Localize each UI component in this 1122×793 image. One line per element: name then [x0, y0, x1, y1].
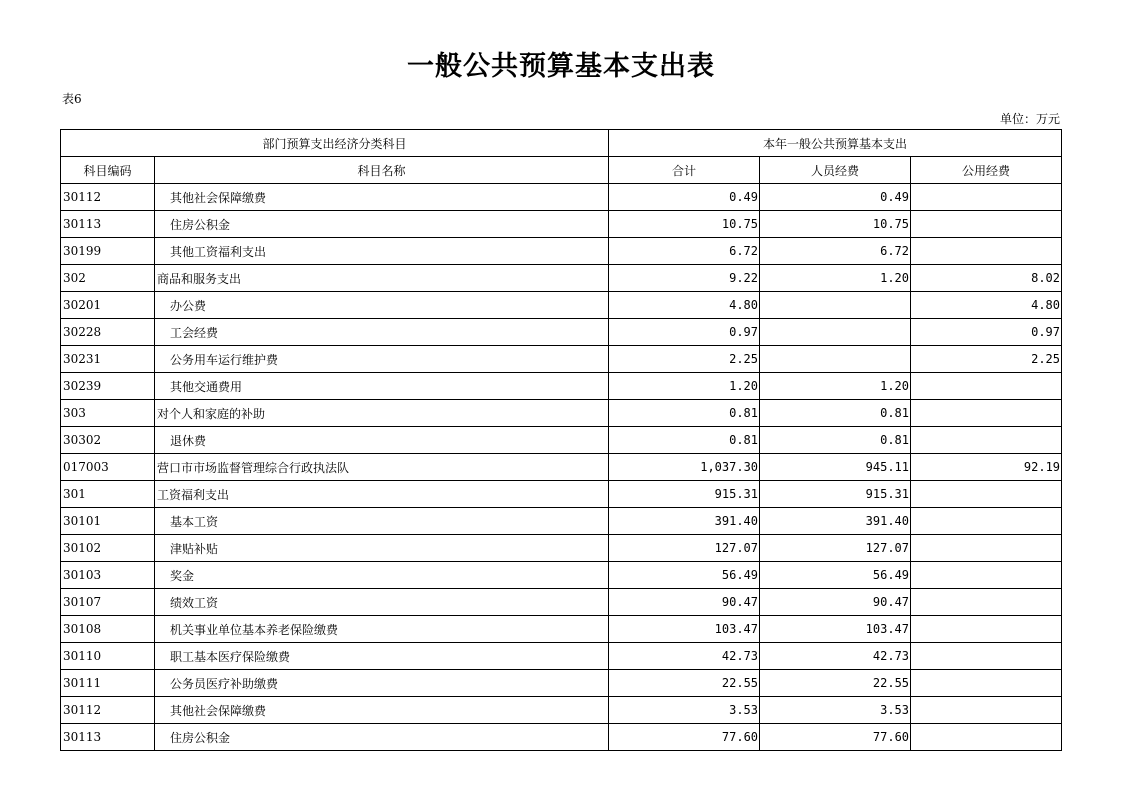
budget-table: [60, 129, 1062, 751]
table-row: [61, 724, 1062, 751]
row-public-cell: [911, 616, 1062, 643]
table-row: [61, 265, 1062, 292]
table-row: [61, 454, 1062, 481]
row-code-cell: 30228: [61, 319, 155, 346]
row-total-cell: 127.07: [609, 535, 760, 562]
row-public-cell: [911, 562, 1062, 589]
row-code-cell: 30201: [61, 292, 155, 319]
row-public-cell: 0.97: [911, 319, 1062, 346]
row-code-cell: 301: [61, 481, 155, 508]
row-personnel-cell: [760, 319, 911, 346]
table-row: [61, 238, 1062, 265]
row-name-cell: 绩效工资: [155, 589, 609, 616]
row-personnel-cell: [760, 346, 911, 373]
table-row: [61, 616, 1062, 643]
table-row: [61, 373, 1062, 400]
row-code-cell: 30112: [61, 697, 155, 724]
header-public: 公用经费: [911, 157, 1062, 184]
row-total-cell: 1,037.30: [609, 454, 760, 481]
row-public-cell: [911, 238, 1062, 265]
row-personnel-cell: 0.49: [760, 184, 911, 211]
table-row: [61, 697, 1062, 724]
header-group-row: [61, 130, 1062, 157]
row-total-cell: 0.97: [609, 319, 760, 346]
row-name-cell: 住房公积金: [155, 724, 609, 751]
row-total-cell: 0.81: [609, 427, 760, 454]
table-row: [61, 481, 1062, 508]
row-personnel-cell: 103.47: [760, 616, 911, 643]
table-row: [61, 346, 1062, 373]
row-total-cell: 4.80: [609, 292, 760, 319]
row-public-cell: [911, 481, 1062, 508]
row-code-cell: 303: [61, 400, 155, 427]
row-code-cell: 30111: [61, 670, 155, 697]
row-code-cell: 30112: [61, 184, 155, 211]
row-total-cell: 90.47: [609, 589, 760, 616]
table-row: [61, 427, 1062, 454]
row-name-cell: 公务用车运行维护费: [155, 346, 609, 373]
row-total-cell: 2.25: [609, 346, 760, 373]
row-personnel-cell: 3.53: [760, 697, 911, 724]
row-total-cell: 77.60: [609, 724, 760, 751]
row-public-cell: 92.19: [911, 454, 1062, 481]
table-row: [61, 400, 1062, 427]
row-code-cell: 30110: [61, 643, 155, 670]
row-public-cell: [911, 724, 1062, 751]
row-code-cell: 302: [61, 265, 155, 292]
table-row: [61, 508, 1062, 535]
row-name-cell: 职工基本医疗保险缴费: [155, 643, 609, 670]
row-code-cell: 30239: [61, 373, 155, 400]
row-public-cell: [911, 211, 1062, 238]
row-personnel-cell: 945.11: [760, 454, 911, 481]
row-public-cell: [911, 589, 1062, 616]
table-number: 表6: [62, 92, 82, 106]
row-total-cell: 22.55: [609, 670, 760, 697]
row-name-cell: 工会经费: [155, 319, 609, 346]
header-group-classification: 部门预算支出经济分类科目: [61, 130, 609, 157]
row-total-cell: 391.40: [609, 508, 760, 535]
header-name: 科目名称: [155, 157, 609, 184]
row-total-cell: 0.81: [609, 400, 760, 427]
table-row: [61, 670, 1062, 697]
row-personnel-cell: 0.81: [760, 400, 911, 427]
row-total-cell: 42.73: [609, 643, 760, 670]
row-public-cell: [911, 427, 1062, 454]
row-personnel-cell: 0.81: [760, 427, 911, 454]
row-code-cell: 30107: [61, 589, 155, 616]
row-public-cell: [911, 400, 1062, 427]
header-group-expenditure: 本年一般公共预算基本支出: [609, 130, 1062, 157]
row-code-cell: 30113: [61, 724, 155, 751]
page-title: 一般公共预算基本支出表: [407, 51, 715, 82]
table-row: [61, 535, 1062, 562]
row-name-cell: 退休费: [155, 427, 609, 454]
row-code-cell: 30101: [61, 508, 155, 535]
row-code-cell: 30231: [61, 346, 155, 373]
row-public-cell: [911, 670, 1062, 697]
row-name-cell: 工资福利支出: [155, 481, 609, 508]
row-public-cell: [911, 697, 1062, 724]
row-code-cell: 30102: [61, 535, 155, 562]
header-total: 合计: [609, 157, 760, 184]
row-total-cell: 1.20: [609, 373, 760, 400]
row-personnel-cell: 10.75: [760, 211, 911, 238]
row-name-cell: 对个人和家庭的补助: [155, 400, 609, 427]
unit-label: 单位：万元: [999, 112, 1060, 126]
row-personnel-cell: 42.73: [760, 643, 911, 670]
row-personnel-cell: 6.72: [760, 238, 911, 265]
row-total-cell: 103.47: [609, 616, 760, 643]
row-personnel-cell: [760, 292, 911, 319]
table-row: [61, 184, 1062, 211]
row-name-cell: 营口市市场监督管理综合行政执法队: [155, 454, 609, 481]
row-name-cell: 其他社会保障缴费: [155, 697, 609, 724]
row-code-cell: 30302: [61, 427, 155, 454]
row-code-cell: 017003: [61, 454, 155, 481]
row-personnel-cell: 391.40: [760, 508, 911, 535]
row-personnel-cell: 56.49: [760, 562, 911, 589]
row-code-cell: 30113: [61, 211, 155, 238]
row-total-cell: 0.49: [609, 184, 760, 211]
row-personnel-cell: 127.07: [760, 535, 911, 562]
row-public-cell: [911, 535, 1062, 562]
table-row: [61, 562, 1062, 589]
row-code-cell: 30103: [61, 562, 155, 589]
row-personnel-cell: 1.20: [760, 373, 911, 400]
row-total-cell: 56.49: [609, 562, 760, 589]
row-name-cell: 公务员医疗补助缴费: [155, 670, 609, 697]
row-public-cell: 4.80: [911, 292, 1062, 319]
row-personnel-cell: 1.20: [760, 265, 911, 292]
row-personnel-cell: 77.60: [760, 724, 911, 751]
table-body: [61, 184, 1062, 751]
row-name-cell: 基本工资: [155, 508, 609, 535]
row-personnel-cell: 90.47: [760, 589, 911, 616]
row-public-cell: 8.02: [911, 265, 1062, 292]
row-code-cell: 30108: [61, 616, 155, 643]
row-personnel-cell: 915.31: [760, 481, 911, 508]
row-name-cell: 其他社会保障缴费: [155, 184, 609, 211]
row-name-cell: 津贴补贴: [155, 535, 609, 562]
row-public-cell: [911, 643, 1062, 670]
row-name-cell: 机关事业单位基本养老保险缴费: [155, 616, 609, 643]
row-total-cell: 10.75: [609, 211, 760, 238]
table-row: [61, 319, 1062, 346]
row-name-cell: 其他交通费用: [155, 373, 609, 400]
table-row: [61, 292, 1062, 319]
row-total-cell: 6.72: [609, 238, 760, 265]
row-total-cell: 9.22: [609, 265, 760, 292]
row-total-cell: 915.31: [609, 481, 760, 508]
table-row: [61, 211, 1062, 238]
table-row: [61, 589, 1062, 616]
row-total-cell: 3.53: [609, 697, 760, 724]
row-name-cell: 商品和服务支出: [155, 265, 609, 292]
row-public-cell: 2.25: [911, 346, 1062, 373]
table-row: [61, 643, 1062, 670]
row-name-cell: 住房公积金: [155, 211, 609, 238]
header-column-row: [61, 157, 1062, 184]
row-public-cell: [911, 184, 1062, 211]
header-personnel: 人员经费: [760, 157, 911, 184]
row-name-cell: 办公费: [155, 292, 609, 319]
row-name-cell: 奖金: [155, 562, 609, 589]
row-public-cell: [911, 508, 1062, 535]
row-personnel-cell: 22.55: [760, 670, 911, 697]
row-public-cell: [911, 373, 1062, 400]
row-code-cell: 30199: [61, 238, 155, 265]
header-code: 科目编码: [61, 157, 155, 184]
row-name-cell: 其他工资福利支出: [155, 238, 609, 265]
